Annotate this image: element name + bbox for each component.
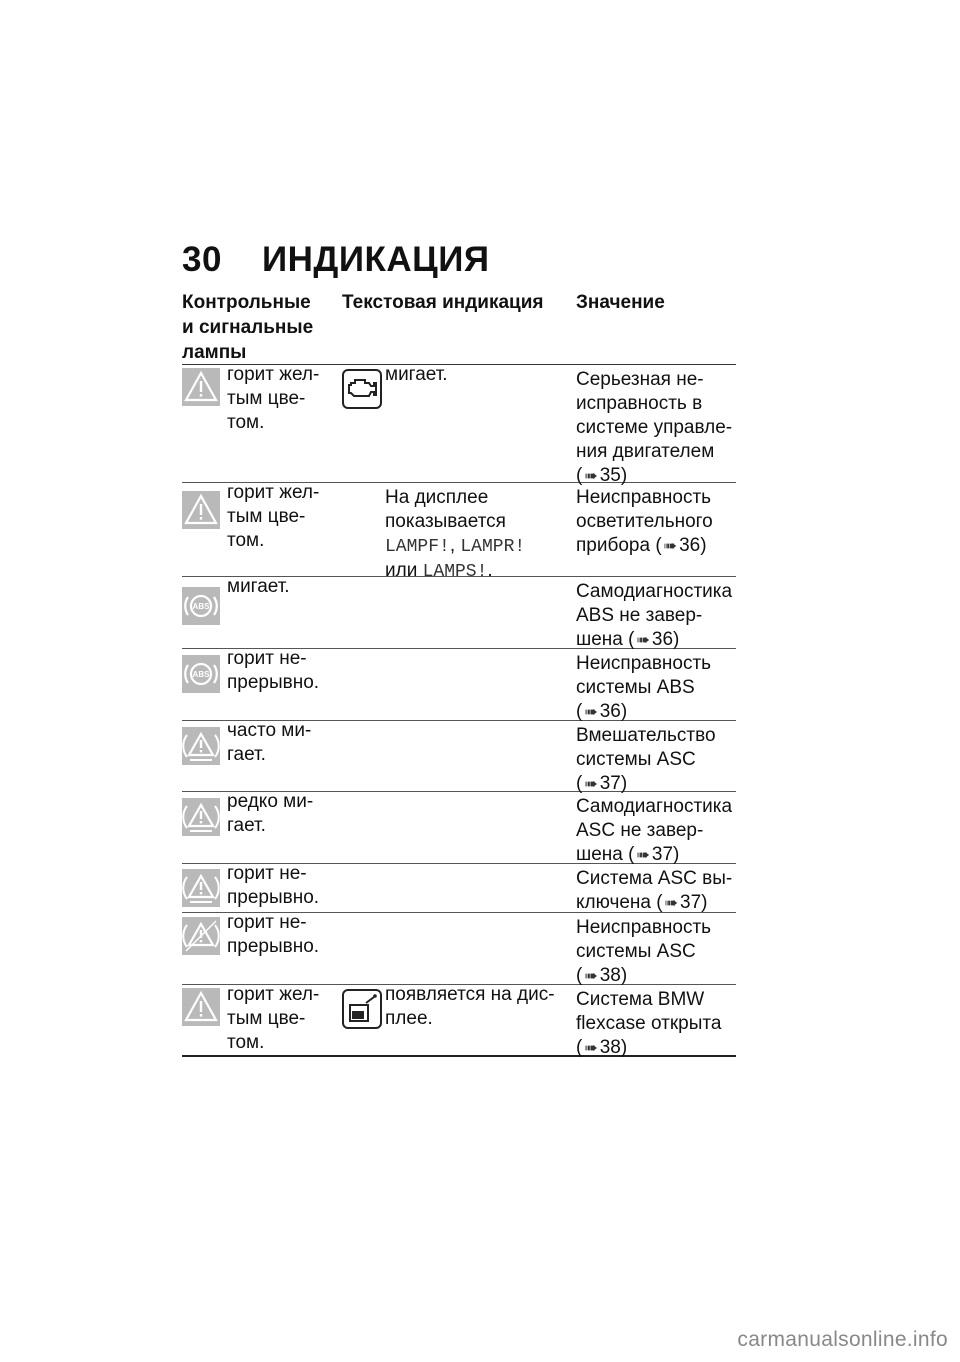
page-ref: 36) — [679, 535, 707, 556]
abs-icon — [182, 655, 220, 693]
meaning-text: Неисправность системы ASC — [576, 917, 712, 962]
reference-arrow-icon: ➠ — [584, 704, 598, 721]
column-header-meaning: Значение — [576, 292, 665, 313]
warning-triangle-icon — [182, 988, 220, 1026]
display-intro: На дисплее показывается — [385, 487, 506, 532]
meaning-text: Серьезная не- исправность в системе управле- ния двигателем — [576, 369, 733, 462]
lamp-state: часто ми- гает. — [227, 720, 312, 765]
column-header-lamps: Контрольные и сигнальные лампы — [182, 292, 314, 363]
flexcase-icon — [342, 989, 382, 1029]
lamp-state: горит жел- тым цве- том. — [227, 984, 320, 1053]
meaning-cell — [576, 368, 736, 489]
table-row — [182, 577, 736, 649]
display-code: LAMPR! — [460, 537, 526, 557]
reference-arrow-icon: ➠ — [636, 847, 650, 864]
meaning-text: Вмешательство системы ASC — [576, 725, 716, 770]
svg-text:ABS: ABS — [192, 670, 210, 679]
meaning-cell — [576, 988, 736, 1061]
or-word: или — [385, 560, 423, 581]
reference-arrow-icon: ➠ — [584, 1040, 598, 1057]
reference-arrow-icon: ➠ — [584, 968, 598, 985]
page-ref: 38) — [599, 1037, 628, 1058]
warning-triangle-icon — [182, 368, 220, 406]
page-ref-open: ( — [576, 701, 583, 722]
lamp-state: горит не- прерывно. — [227, 863, 320, 908]
display-code: LAMPF! — [385, 537, 450, 557]
meaning-cell — [576, 652, 736, 725]
lamp-state: горит не- прерывно. — [227, 648, 320, 693]
lamp-state: горит не- прерывно. — [227, 912, 320, 957]
table-row — [182, 649, 736, 721]
reference-arrow-icon: ➠ — [663, 538, 678, 555]
page-ref: 37) — [651, 844, 680, 865]
page-ref-open: ( — [576, 465, 583, 486]
table-row — [182, 913, 736, 985]
text-display-value — [385, 486, 570, 584]
meaning-text: Самодиагностика ABS не завер- шена — [576, 581, 733, 650]
page-ref: 37) — [680, 892, 708, 913]
svg-text:ABS: ABS — [192, 602, 210, 611]
meaning-text: Система BMW flexcase открыта — [576, 989, 722, 1034]
lamp-state: мигает. — [227, 576, 290, 597]
page-title: ИНДИКАЦИЯ — [262, 240, 490, 279]
page-ref-open: ( — [655, 535, 662, 556]
code-separator: , — [449, 535, 461, 556]
abs-icon — [182, 587, 220, 625]
table-row — [182, 985, 736, 1057]
page-ref: 35) — [599, 465, 628, 486]
page-ref-open: ( — [656, 892, 663, 913]
lamp-state: горит жел- тым цве- том. — [227, 482, 320, 551]
engine-check-icon — [342, 369, 382, 409]
page-ref-open: ( — [628, 844, 635, 865]
asc-off-icon — [182, 917, 220, 955]
reference-arrow-icon: ➠ — [636, 632, 650, 649]
reference-arrow-icon: ➠ — [664, 895, 678, 912]
table-row — [182, 721, 736, 792]
asc-icon — [182, 869, 220, 907]
table-row — [182, 864, 736, 913]
page-ref-open: ( — [576, 965, 583, 986]
asc-icon — [182, 727, 220, 765]
table-row — [182, 364, 736, 486]
page-number: 30 — [182, 240, 222, 279]
page-header — [182, 240, 490, 280]
warning-triangle-icon — [182, 491, 220, 529]
table-row — [182, 482, 736, 582]
asc-icon — [182, 798, 220, 836]
page-ref: 36) — [599, 701, 628, 722]
page-ref-open: ( — [576, 1037, 583, 1058]
page-ref-open: ( — [576, 773, 583, 794]
meaning-text: Система ASC вы- ключена — [576, 868, 733, 913]
meaning-text: Самодиагностика ASC не завер- шена — [576, 796, 733, 865]
page-ref: 36) — [651, 629, 680, 650]
reference-arrow-icon: ➠ — [584, 468, 598, 485]
page-ref: 38) — [599, 965, 628, 986]
lamp-state: редко ми- гает. — [227, 791, 314, 836]
lamp-state: горит жел- тым цве- том. — [227, 364, 320, 433]
meaning-cell — [576, 580, 736, 653]
meaning-cell — [576, 795, 736, 868]
meaning-cell — [576, 916, 736, 989]
meaning-text: Неисправность осветительного прибора — [576, 487, 713, 556]
footer-watermark: carmanualsonline.info — [737, 1328, 948, 1351]
text-display-value: появляется на дис- плее. — [385, 984, 555, 1029]
meaning-cell — [576, 724, 736, 797]
page-ref-open: ( — [628, 629, 635, 650]
column-header-text-display: Текстовая индикация — [342, 292, 544, 313]
meaning-cell — [576, 486, 736, 559]
table-row — [182, 792, 736, 864]
display-code: LAMPS! — [422, 562, 488, 582]
reference-arrow-icon: ➠ — [584, 776, 598, 793]
meaning-cell — [576, 867, 736, 916]
page-ref: 37) — [599, 773, 628, 794]
period: . — [487, 560, 493, 581]
indicator-table — [182, 364, 736, 1057]
meaning-text: Неисправность системы ABS — [576, 653, 712, 698]
text-display-value: мигает. — [385, 364, 448, 385]
